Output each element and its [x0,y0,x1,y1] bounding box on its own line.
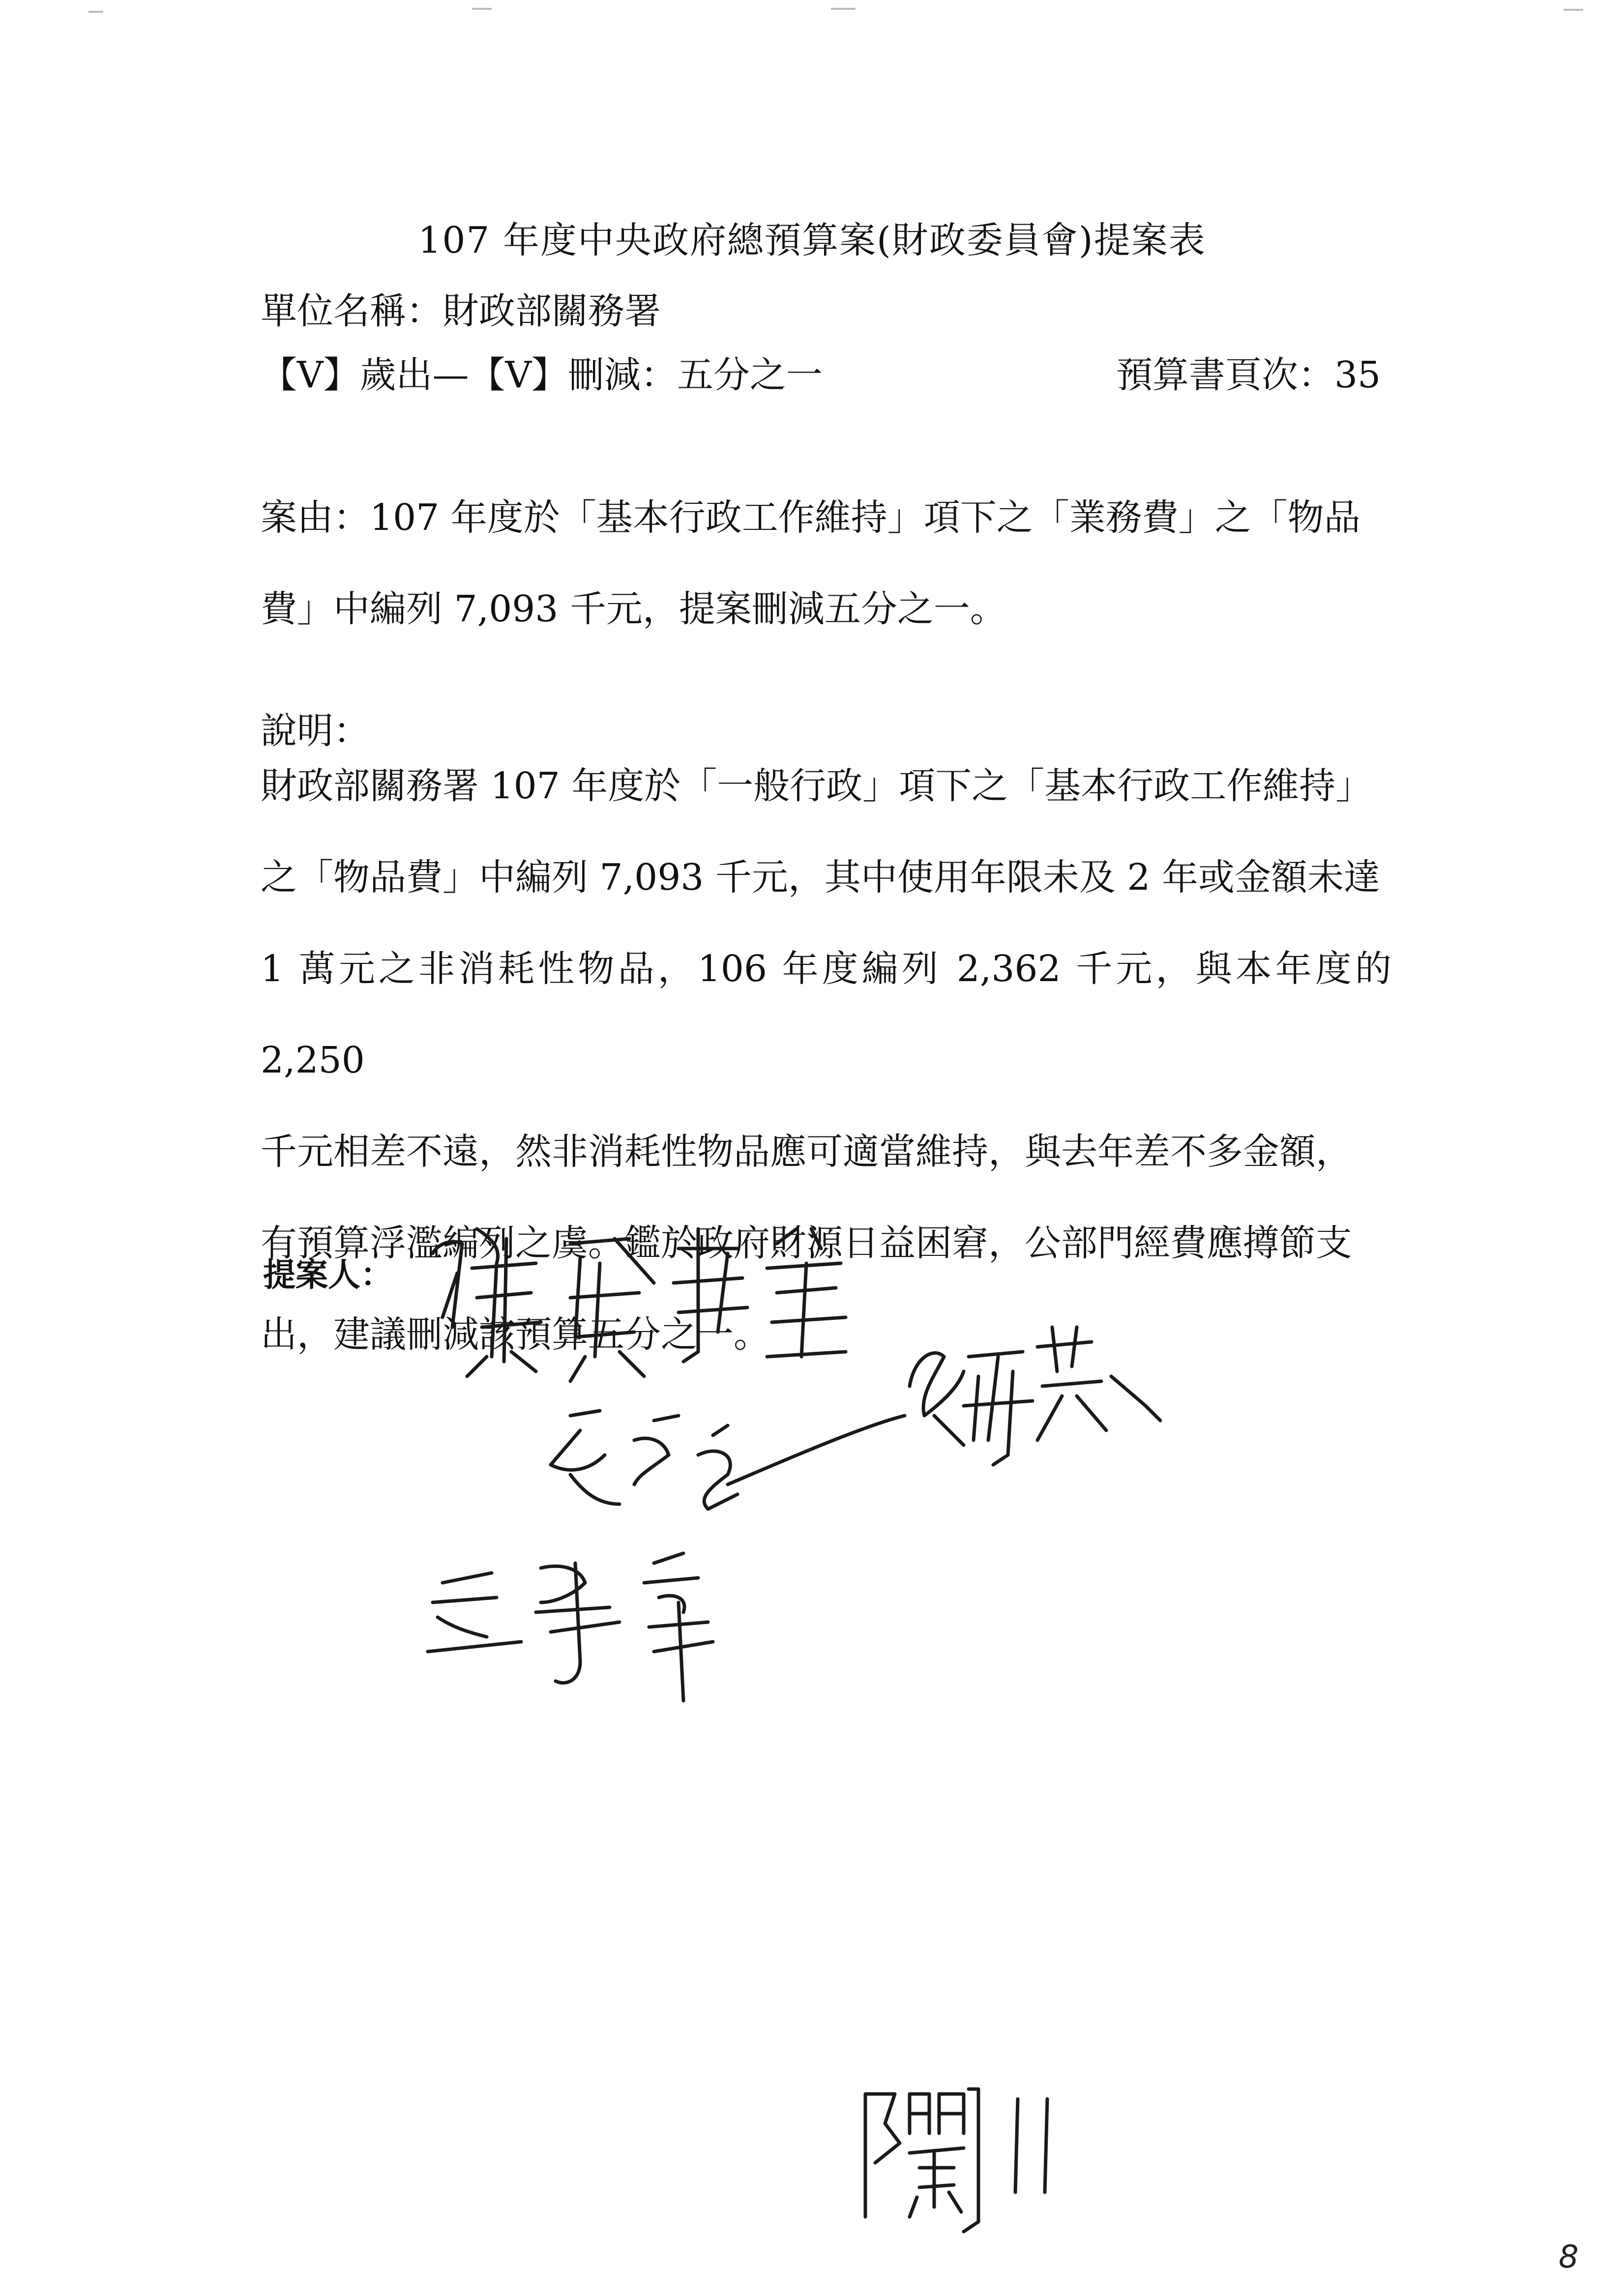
explanation-line: 之「物品費」中編列 7,093 千元，其中使用年限未及 2 年或金額未達 [261,856,1381,899]
case-line: 費」中編列 7,093 千元，提案刪減五分之一。 [261,588,1006,630]
unit-name: 單位名稱：財政部關務署 [261,290,661,332]
proposer-label: 提案人： [263,1256,393,1294]
explanation-line: 有預算浮濫編列之虞。鑑於政府財源日益困窘，公部門經費應撙節支 [261,1222,1352,1264]
scan-mark [89,11,103,13]
handwritten-signatures [423,1209,1170,1725]
case-summary [261,472,1391,655]
explanation-line: 出，建議刪減該預算五分之一。 [261,1313,770,1356]
page-number: 8 [1559,2239,1579,2275]
explanation-line: 財政部關務署 107 年度於「一般行政」項下之「基本行政工作維持」 [261,765,1372,807]
explanation-line: 千元相差不遠，然非消耗性物品應可適當維持，與去年差不多金額， [261,1131,1352,1173]
explanation-label: 說明： [261,710,370,752]
scan-mark [1564,9,1583,11]
explanation-line: 1 萬元之非消耗性物品，106 年度編列 2,362 千元，與本年度的 2,250 [261,948,1391,1081]
handwritten-mark [856,2074,1072,2237]
case-line: 案由：107 年度於「基本行政工作維持」項下之「業務費」之「物品 [261,496,1360,539]
scan-mark [472,8,492,10]
budget-page-reference: 預算書頁次：35 [1116,354,1381,396]
scan-mark [831,8,856,10]
category-line: 【V】歲出—【V】刪減：五分之一 [261,354,823,396]
document-title: 107 年度中央政府總預算案(財政委員會)提案表 [418,219,1206,262]
